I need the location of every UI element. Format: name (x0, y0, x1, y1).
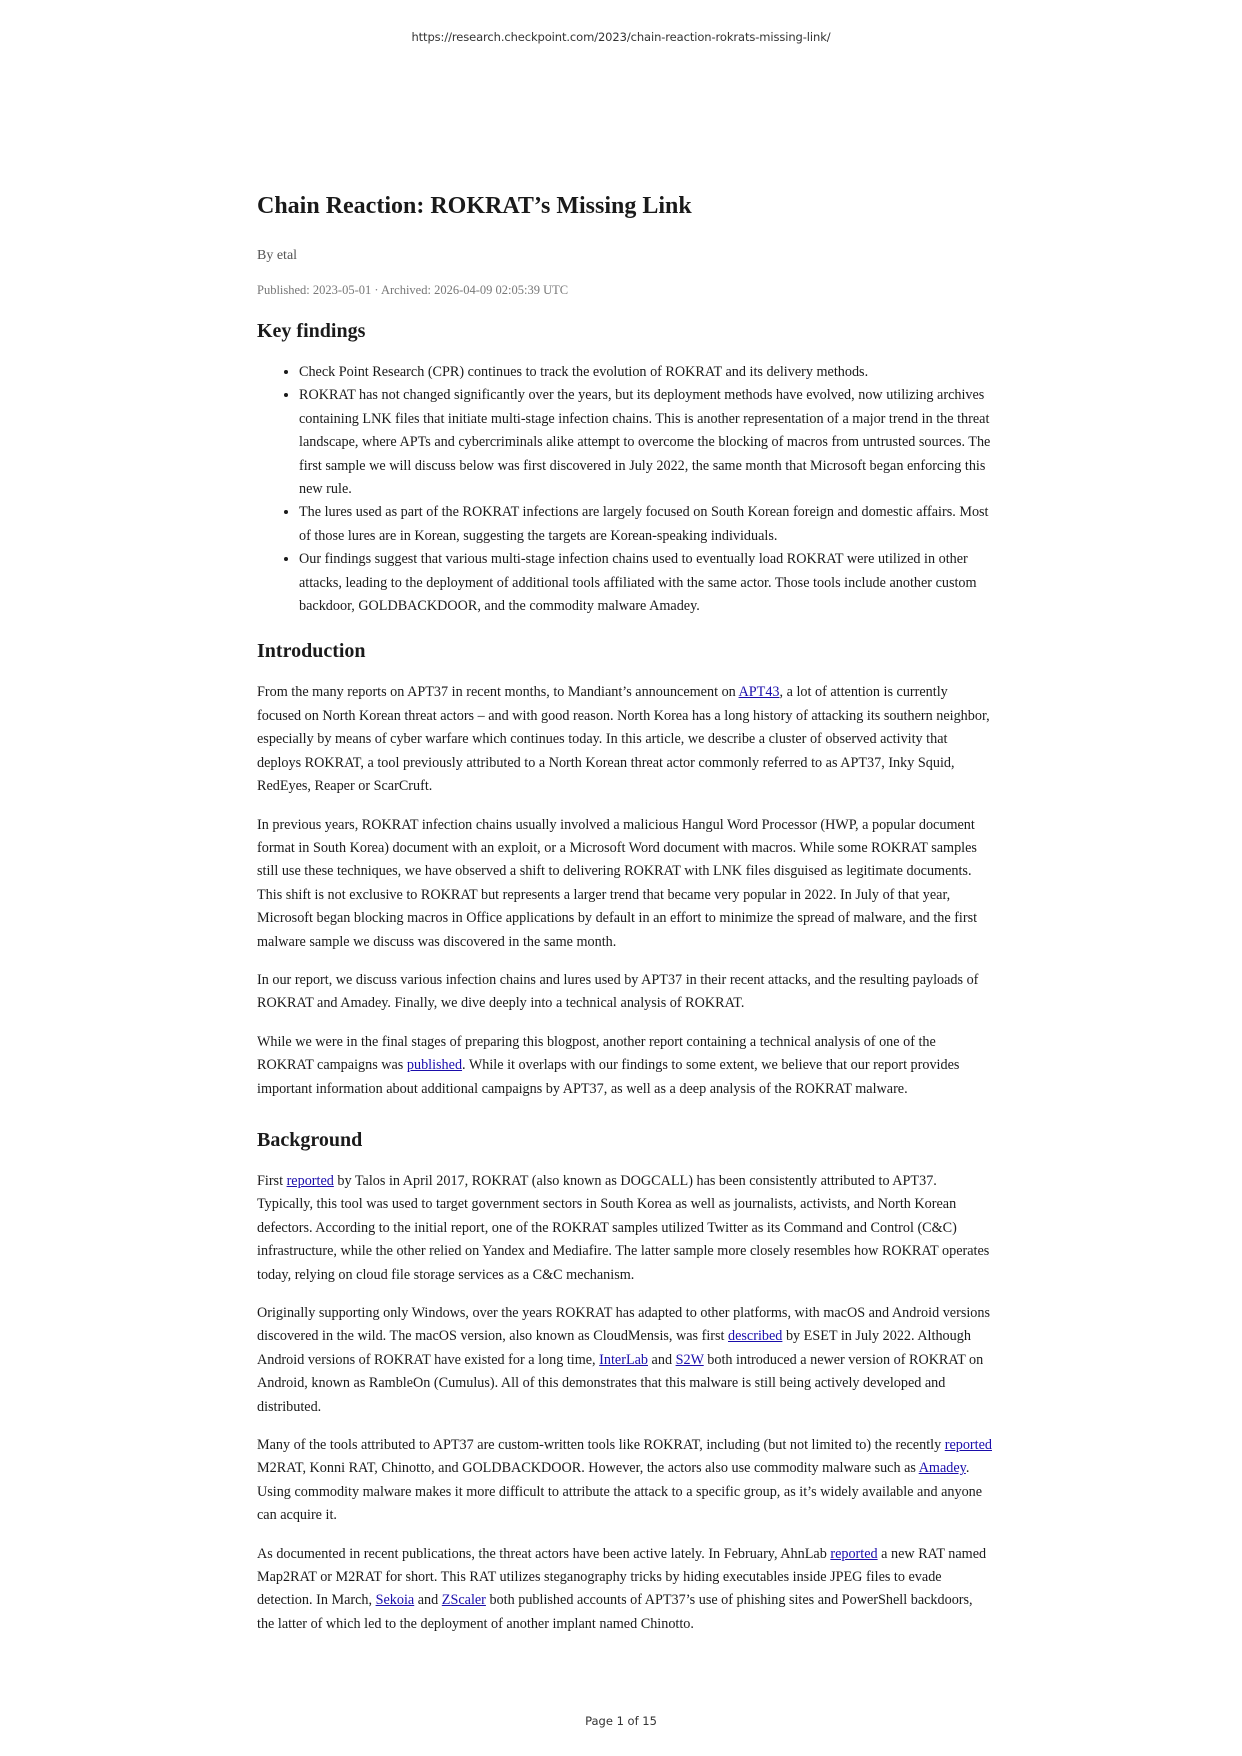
text: , a lot of attention is currently focused on North Korean threat actors – and with good reason. North Korea has a long history of attacking its southern neighbor, especially by means of cyber warfare which continues today. In this article, we describe a cluster of observed activity that deploys ROKRAT, a tool previously attributed to a North Korean threat actor commonly referred to as APT37, Inky Squid, RedEyes, Reaper or ScarCruft. (257, 684, 990, 795)
page-url: https://research.checkpoint.com/2023/chain-reaction-rokrats-missing-link/ (411, 30, 831, 44)
list-item: • ROKRAT has not changed significantly over the years, but its deployment methods have evolved, now utilizing archives containing LNK files that initiate multi-stage infection chains. This is another representation of a major trend in the threat landscape, where APTs and cybercriminals alike attempt to overcome the blocking of macros from untrusted sources. The first sample we will discuss below was first discovered in July 2022, the same month that Microsoft began enforcing this new rule. (299, 384, 993, 501)
text: M2RAT, Konni RAT, Chinotto, and GOLDBACKDOOR. However, the actors also use commodity malware such as (257, 1460, 919, 1477)
background-section (257, 1126, 993, 1636)
ahnlab-reported-link[interactable]: reported (830, 1545, 878, 1562)
apt43-link[interactable]: APT43 (738, 684, 780, 701)
talos-reported-link[interactable]: reported (286, 1172, 334, 1189)
text: . Using commodity malware makes it more difficult to attribute the attack to a specific group, as it’s widely available and anyone can acquire it. (257, 1460, 983, 1524)
list-item: • Our findings suggest that various multi-stage infection chains used to eventually load ROKRAT were utilized in other attacks, leading to the deployment of additional tools affiliated with the same actor. Those tools include another custom backdoor, GOLDBACKDOOR, and the commodity malware Amadey. (299, 548, 993, 618)
publish-meta: Published: 2023-05-01 · Archived: 2026-04-09 02:05:39 UTC (257, 283, 569, 297)
list-item: • The lures used as part of the ROKRAT infections are largely focused on South Korean foreign and domestic affairs. Most of those lures are in Korean, suggesting the targets are Korean-speaking individuals. (299, 501, 993, 548)
zscaler-link[interactable]: ZScaler (441, 1592, 486, 1609)
paragraph (257, 681, 993, 798)
key-findings-heading: Key findings (257, 320, 366, 342)
list-item: • Check Point Research (CPR) continues to track the evolution of ROKRAT and its delivery methods. (299, 361, 993, 384)
article (257, 186, 993, 1651)
amadey-link[interactable]: Amadey (918, 1460, 966, 1477)
paragraph (257, 1302, 993, 1419)
text: Originally supporting only Windows, over the years ROKRAT has adapted to other platforms, with macOS and Android versions discovered in the wild. The macOS version, also known as CloudMensis, was first (257, 1305, 991, 1345)
text: . While it overlaps with our findings to some extent, we believe that our report provides important information about additional campaigns by APT37, as well as a deep analysis of the ROKRAT malware. (257, 1057, 960, 1097)
paragraph (257, 1170, 993, 1287)
text: both introduced a newer version of ROKRAT on Android, known as RambleOn (Cumulus). All of this demonstrates that this malware is still being actively developed and distributed. (257, 1351, 984, 1415)
key-findings-section (257, 317, 993, 618)
paragraph: In our report, we discuss various infection chains and lures used by APT37 in their recent attacks, and the resulting payloads of ROKRAT and Amadey. Finally, we dive deeply into a technical analysis of ROKRAT. (257, 971, 979, 1012)
m2rat-reported-link[interactable]: reported (944, 1437, 992, 1454)
paragraph (257, 1434, 993, 1528)
text: by ESET in July 2022. Although Android versions of ROKRAT have existed for a long time, (257, 1328, 971, 1368)
text: both published accounts of APT37’s use of phishing sites and PowerShell backdoors, the latter of which led to the deployment of another implant named Chinotto. (257, 1592, 973, 1632)
key-findings-list (257, 361, 993, 618)
text: From the many reports on APT37 in recent months, to Mandiant’s announcement on (257, 684, 739, 701)
background-heading: Background (257, 1128, 363, 1151)
byline: By etal (257, 248, 298, 263)
text: Many of the tools attributed to APT37 are custom-written tools like ROKRAT, including (but not limited to) the recently (257, 1437, 945, 1454)
text: and (414, 1592, 442, 1609)
paragraph: In previous years, ROKRAT infection chains usually involved a malicious Hangul Word Processor (HWP, a popular document format in South Korea) document with an exploit, or a Microsoft Word document with macros. While some ROKRAT samples still use these techniques, we have observed a shift to delivering ROKRAT with LNK files disguised as legitimate documents. This shift is not exclusive to ROKRAT but represents a larger trend that became very popular in 2022. In July of that year, Microsoft began blocking macros in Office applications by default in an effort to minimize the spread of malware, and the first malware sample we discuss was discovered in the same month. (257, 816, 978, 950)
s2w-link[interactable]: S2W (675, 1351, 704, 1368)
text: by Talos in April 2017, ROKRAT (also known as DOGCALL) has been consistently attributed to APT37. Typically, this tool was used to target government sectors in South Korea as well as journalists, activists, and North Korean defectors. According to the initial report, one of the ROKRAT samples utilized Twitter as its Command and Control (C&C) infrastructure, while the other relied on Yandex and Mediafire. The latter sample more closely resembles how ROKRAT operates today, relying on cloud file storage services as a C&C mechanism. (257, 1172, 990, 1283)
text: First (257, 1172, 287, 1189)
page-number: Page 1 of 15 (585, 1714, 657, 1728)
sekoia-link[interactable]: Sekoia (375, 1592, 415, 1609)
introduction-heading: Introduction (257, 640, 366, 663)
published-link[interactable]: published (406, 1057, 463, 1074)
text: As documented in recent publications, the threat actors have been active lately. In February, AhnLab (257, 1545, 831, 1562)
paragraph (257, 1543, 993, 1637)
text: While we were in the final stages of preparing this blogpost, another report containing a technical analysis of one of the ROKRAT campaigns was (257, 1033, 936, 1074)
text: and (648, 1351, 676, 1368)
interlab-link[interactable]: InterLab (599, 1351, 648, 1368)
paragraph (257, 1031, 993, 1101)
eset-described-link[interactable]: described (728, 1328, 783, 1345)
text: a new RAT named Map2RAT or M2RAT for short. This RAT utilizes steganography tricks by hiding executables inside JPEG files to evade detection. In March, (257, 1545, 987, 1609)
introduction-section (257, 637, 993, 1101)
article-title: Chain Reaction: ROKRAT’s Missing Link (257, 193, 692, 219)
